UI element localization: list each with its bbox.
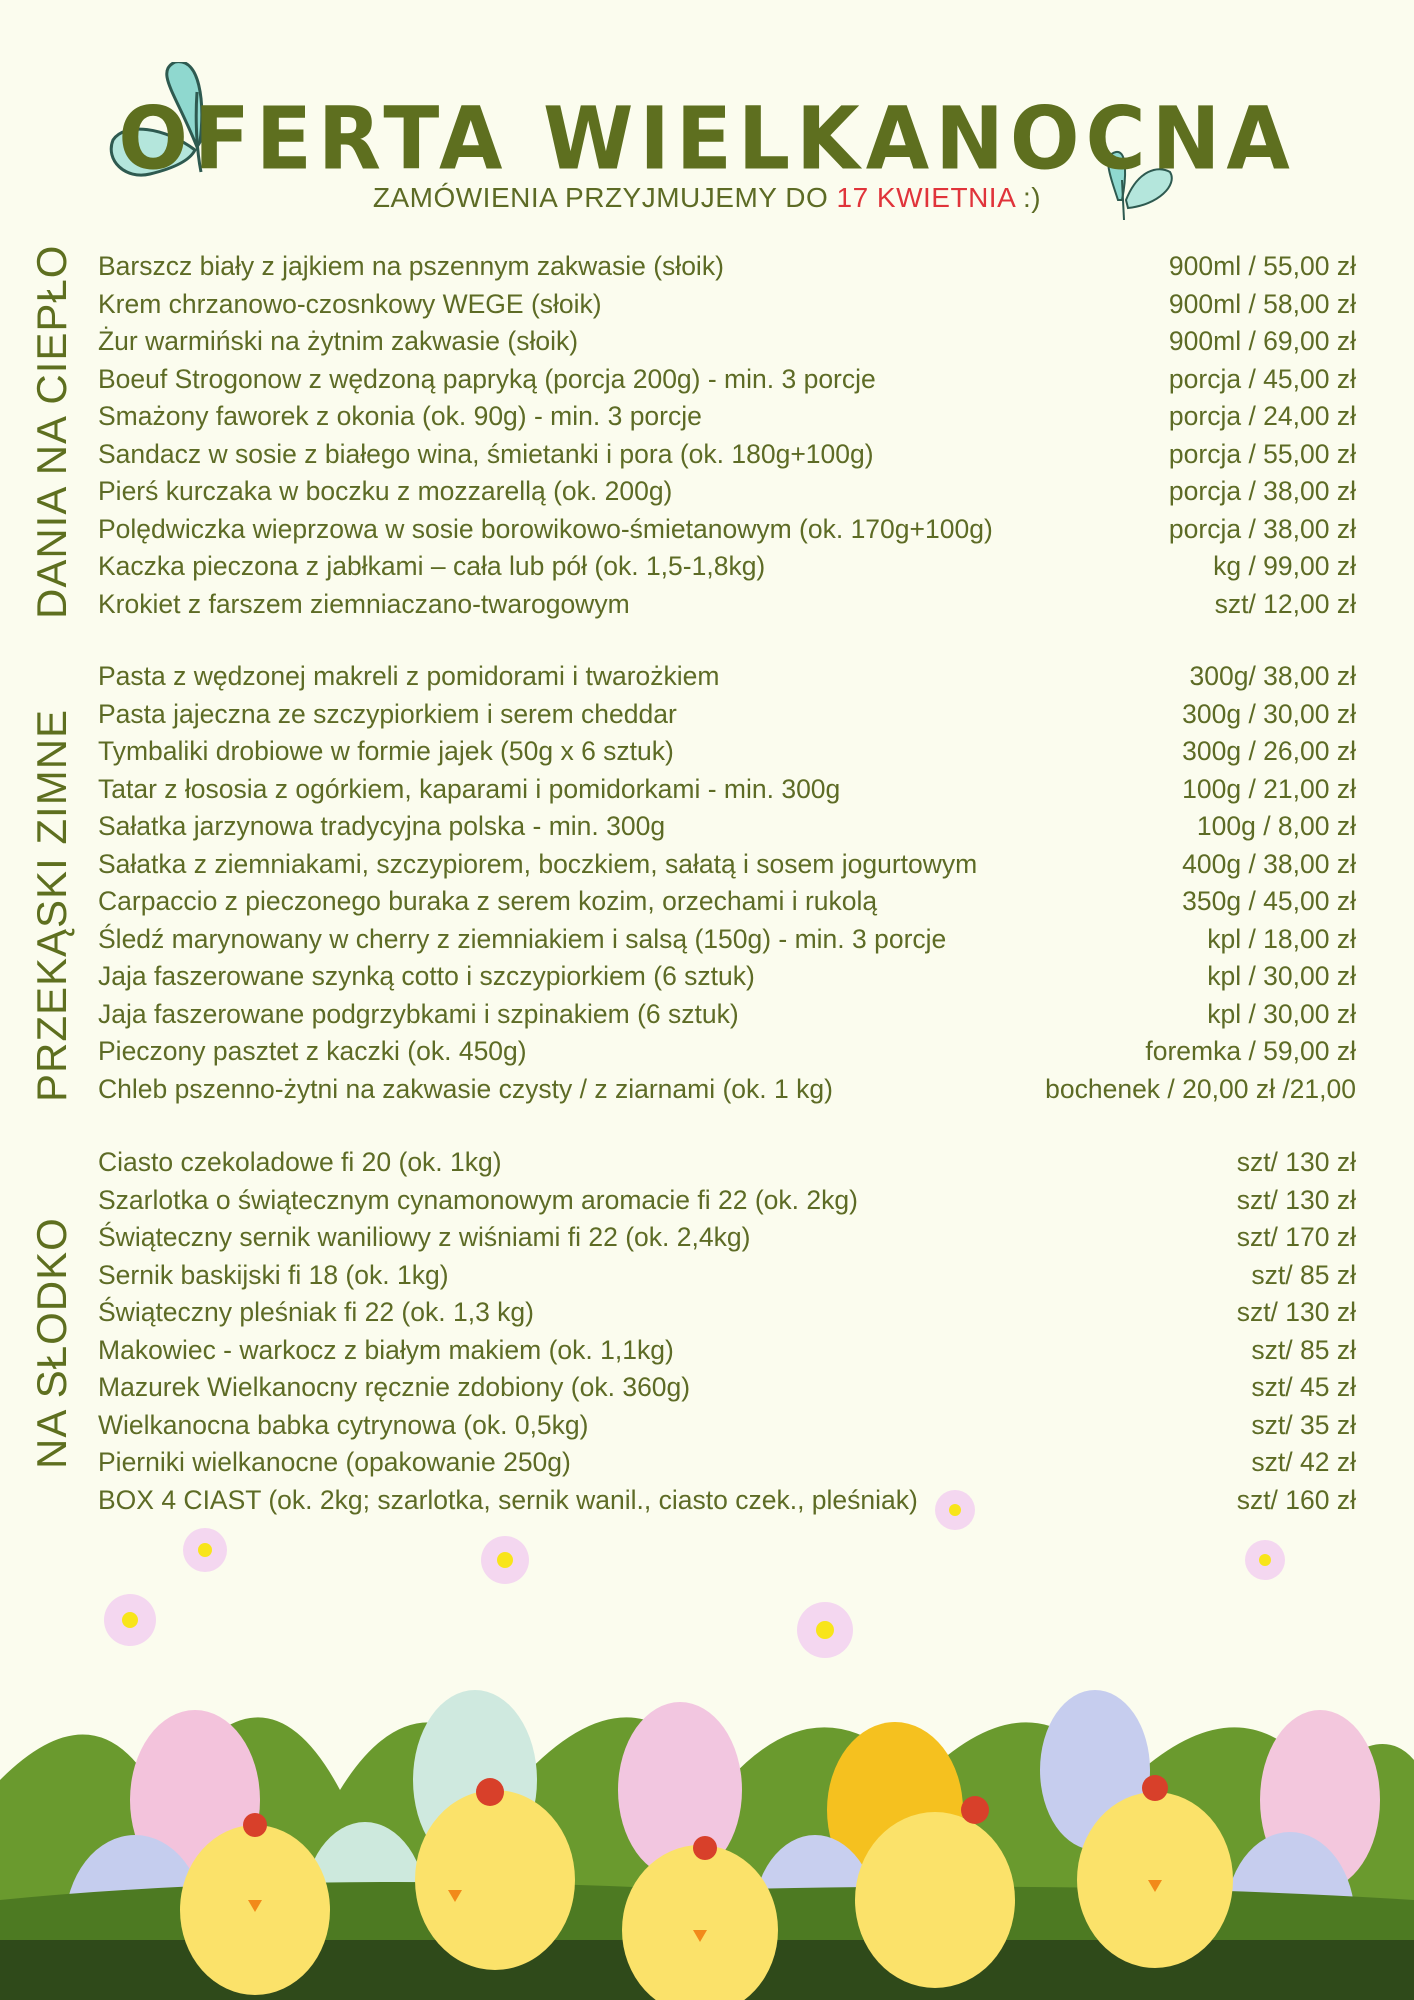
menu-item [96, 514, 1356, 552]
subtitle-prefix: ZAMÓWIENIA PRZYJMUJEMY DO [372, 182, 837, 213]
menu-item [96, 999, 1356, 1037]
item-price: 100g / 21,00 zł [1182, 773, 1356, 804]
item-price: szt/ 130 zł [1236, 1147, 1356, 1177]
item-name: Sałatka z ziemniakami, szczypiorem, boczkiem, sałatą i sosem jogurtowym [98, 848, 978, 879]
item-price: szt/ 160 zł [1236, 1484, 1356, 1515]
menu-item [96, 1410, 1356, 1448]
menu-item [96, 1222, 1356, 1260]
item-name: Ciasto czekoladowe fi 20 (ok. 1kg) [98, 1147, 502, 1177]
item-name: Chleb pszenno-żytni na zakwasie czysty / z ziarnami (ok. 1 kg) [98, 1073, 833, 1104]
menu-item [96, 1372, 1356, 1410]
order-deadline [0, 182, 1414, 214]
menu-item [96, 961, 1356, 999]
item-price: szt/ 130 zł [1236, 1184, 1356, 1215]
menu-item [96, 774, 1356, 812]
item-price: szt/ 85 zł [1251, 1334, 1356, 1365]
item-price: 900ml / 69,00 zł [1168, 326, 1356, 356]
menu-hot-dishes [96, 251, 1356, 626]
menu-item [96, 1297, 1356, 1335]
menu-item [96, 699, 1356, 737]
item-name: Tymbaliki drobiowe w formie jajek (50g x 6 sztuk) [98, 736, 674, 766]
menu-desserts [96, 1147, 1356, 1522]
daisy-icon [104, 1490, 1285, 1658]
item-price: kg / 99,00 zł [1213, 551, 1356, 581]
item-name: Szarlotka o świątecznym cynamonowym aromacie fi 22 (ok. 2kg) [98, 1184, 858, 1215]
menu-item [96, 886, 1356, 924]
menu-item [96, 1260, 1356, 1298]
item-name: Boeuf Strogonow z wędzoną papryką (porcja 200g) - min. 3 porcje [98, 363, 876, 394]
menu-item [96, 1447, 1356, 1485]
item-name: Pierniki wielkanocne (opakowanie 250g) [98, 1447, 571, 1477]
item-price: 400g / 38,00 zł [1182, 848, 1356, 879]
item-name: Kaczka pieczona z jabłkami – cała lub pół (ok. 1,5-1,8kg) [98, 551, 766, 581]
item-name: Świąteczny sernik waniliowy z wiśniami fi 22 (ok. 2,4kg) [98, 1222, 751, 1252]
item-name: Jaja faszerowane szynką cotto i szczypiorkiem (6 sztuk) [98, 961, 755, 991]
menu-item [96, 551, 1356, 589]
item-price: szt/ 85 zł [1251, 1259, 1356, 1290]
item-name: Tatar z łososia z ogórkiem, kaparami i pomidorkami - min. 300g [98, 773, 841, 804]
item-name: Smażony faworek z okonia (ok. 90g) - min. 3 porcje [98, 401, 702, 431]
item-price: szt/ 45 zł [1251, 1372, 1356, 1402]
menu-item [96, 289, 1356, 327]
item-name: Wielkanocna babka cytrynowa (ok. 0,5kg) [98, 1409, 589, 1440]
item-name: Polędwiczka wieprzowa w sosie borowikowo-śmietanowym (ok. 170g+100g) [98, 513, 993, 544]
item-price: porcja / 55,00 zł [1168, 438, 1356, 469]
item-name: BOX 4 CIAST (ok. 2kg; szarlotka, sernik wanil., ciasto czek., pleśniak) [98, 1484, 918, 1515]
item-price: kpl / 18,00 zł [1207, 923, 1356, 954]
item-price: kpl / 30,00 zł [1207, 998, 1356, 1029]
item-name: Makowiec - warkocz z białym makiem (ok. 1,1kg) [98, 1334, 674, 1365]
item-price: porcja / 24,00 zł [1168, 401, 1356, 431]
menu-item [96, 401, 1356, 439]
menu-item [96, 439, 1356, 477]
menu-item [96, 661, 1356, 699]
section-label-hot-dishes: DANIA NA CIEPŁO [28, 244, 75, 620]
item-name: Krokiet z farszem ziemniaczano-twarogowym [98, 588, 630, 619]
menu-item [96, 849, 1356, 887]
item-price: 350g / 45,00 zł [1182, 886, 1356, 916]
item-price: 900ml / 58,00 zł [1168, 288, 1356, 319]
menu-item [96, 1074, 1356, 1112]
subtitle-suffix: :) [1014, 182, 1042, 213]
item-price: szt/ 42 zł [1251, 1447, 1356, 1477]
item-price: szt/ 170 zł [1236, 1222, 1356, 1252]
menu-item [96, 1036, 1356, 1074]
item-price: szt/ 35 zł [1251, 1409, 1356, 1440]
item-name: Świąteczny pleśniak fi 22 (ok. 1,3 kg) [98, 1297, 534, 1327]
menu-cold-appetizers [96, 661, 1356, 1111]
page-title: OFERTA WIELKANOCNA [118, 89, 1296, 190]
item-name: Pasta z wędzonej makreli z pomidorami i twarożkiem [98, 661, 720, 691]
item-price: szt/ 12,00 zł [1214, 588, 1356, 619]
item-name: Pasta jajeczna ze szczypiorkiem i serem cheddar [98, 698, 677, 729]
item-price: 300g / 30,00 zł [1182, 698, 1356, 729]
item-name: Barszcz biały z jajkiem na pszennym zakwasie (słoik) [98, 251, 724, 281]
item-name: Pierś kurczaka w boczku z mozzarellą (ok. 200g) [98, 476, 673, 506]
item-price: bochenek / 20,00 zł /21,00 [1045, 1073, 1356, 1104]
item-name: Carpaccio z pieczonego buraka z serem kozim, orzechami i rukolą [98, 886, 878, 916]
item-price: 300g/ 38,00 zł [1189, 661, 1356, 691]
item-price: foremka / 59,00 zł [1145, 1036, 1356, 1066]
item-name: Jaja faszerowane podgrzybkami i szpinakiem (6 sztuk) [98, 998, 739, 1029]
item-price: 900ml / 55,00 zł [1168, 251, 1356, 281]
menu-item [96, 364, 1356, 402]
item-name: Sernik baskijski fi 18 (ok. 1kg) [98, 1259, 449, 1290]
item-name: Śledź marynowany w cherry z ziemniakiem i salsą (150g) - min. 3 porcje [98, 923, 947, 954]
menu-item [96, 476, 1356, 514]
menu-item [96, 736, 1356, 774]
menu-item [96, 1335, 1356, 1373]
item-price: porcja / 45,00 zł [1168, 363, 1356, 394]
item-price: szt/ 130 zł [1236, 1297, 1356, 1327]
item-price: porcja / 38,00 zł [1168, 513, 1356, 544]
menu-item [96, 589, 1356, 627]
item-price: kpl / 30,00 zł [1207, 961, 1356, 991]
item-price: 300g / 26,00 zł [1182, 736, 1356, 766]
easter-grass-scene [0, 1480, 1414, 2000]
item-name: Sałatka jarzynowa tradycyjna polska - min. 300g [98, 811, 666, 841]
menu-item [96, 251, 1356, 289]
menu-item [96, 1185, 1356, 1223]
item-price: porcja / 38,00 zł [1168, 476, 1356, 506]
item-name: Pieczony pasztet z kaczki (ok. 450g) [98, 1036, 527, 1066]
menu-item [96, 811, 1356, 849]
deadline-date: 17 KWIETNIA [836, 182, 1015, 213]
item-name: Sandacz w sosie z białego wina, śmietanki i pora (ok. 180g+100g) [98, 438, 874, 469]
menu-item [96, 1147, 1356, 1185]
item-price: 100g / 8,00 zł [1196, 811, 1356, 841]
item-name: Żur warmiński na żytnim zakwasie (słoik) [98, 326, 579, 356]
menu-item [96, 924, 1356, 962]
section-label-cold-appetizers: PRZEKĄSKI ZIMNE [28, 708, 75, 1102]
section-label-desserts: NA SŁODKO [28, 1217, 75, 1469]
menu-item [96, 326, 1356, 364]
item-name: Mazurek Wielkanocny ręcznie zdobiony (ok. 360g) [98, 1372, 691, 1402]
item-name: Krem chrzanowo-czosnkowy WEGE (słoik) [98, 288, 602, 319]
